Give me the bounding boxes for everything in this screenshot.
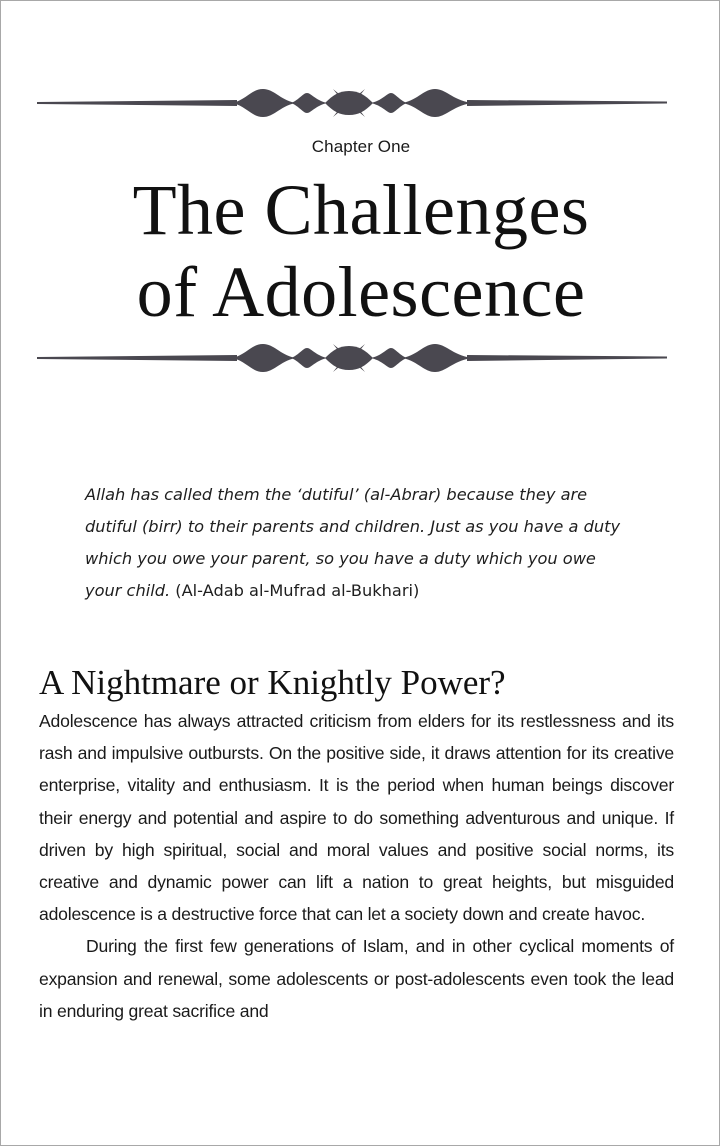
section-heading: A Nightmare or Knightly Power? xyxy=(39,663,506,702)
chapter-title-line-1: The Challenges xyxy=(132,170,590,250)
chapter-title xyxy=(1,169,720,333)
epigraph-source: (Al-Adab al-Mufrad al-Bukhari) xyxy=(175,581,420,600)
epigraph-quote: Allah has called them the ‘dutiful’ (al-Abrar) because they are dutiful (birr) to their parents and children. Just as you have a duty which you owe your parent, so you have a duty which you owe your child. xyxy=(85,485,621,600)
chapter-number-label: Chapter One xyxy=(311,137,411,156)
bottom-ornament-divider-icon xyxy=(37,338,667,378)
paragraph-2: During the first few generations of Islam, and in other cyclical moments of expansion and renewal, some adolescents or post-adolescents even took the lead in enduring great sacrifice and xyxy=(39,936,674,1021)
body-text xyxy=(39,705,674,1027)
ornament-flourish-icon xyxy=(37,83,667,123)
chapter-title-line-2: of Adolescence xyxy=(136,252,586,332)
paragraph-1: Adolescence has always attracted criticism from elders for its restlessness and its rash and impulsive outbursts. On the positive side, it draws attention for its creative enterprise, vitality and enthusiasm. It is the period when human beings discover their energy and potential and aspire to do something adventurous and unique. If driven by high spiritual, social and moral values and positive social norms, its creative and dynamic power can lift a nation to great heights, but misguided adolescence is a destructive force that can let a society down and create havoc. xyxy=(39,711,674,925)
top-ornament-divider-icon xyxy=(37,83,667,123)
epigraph xyxy=(85,479,625,607)
ornament-flourish-icon xyxy=(37,338,667,378)
